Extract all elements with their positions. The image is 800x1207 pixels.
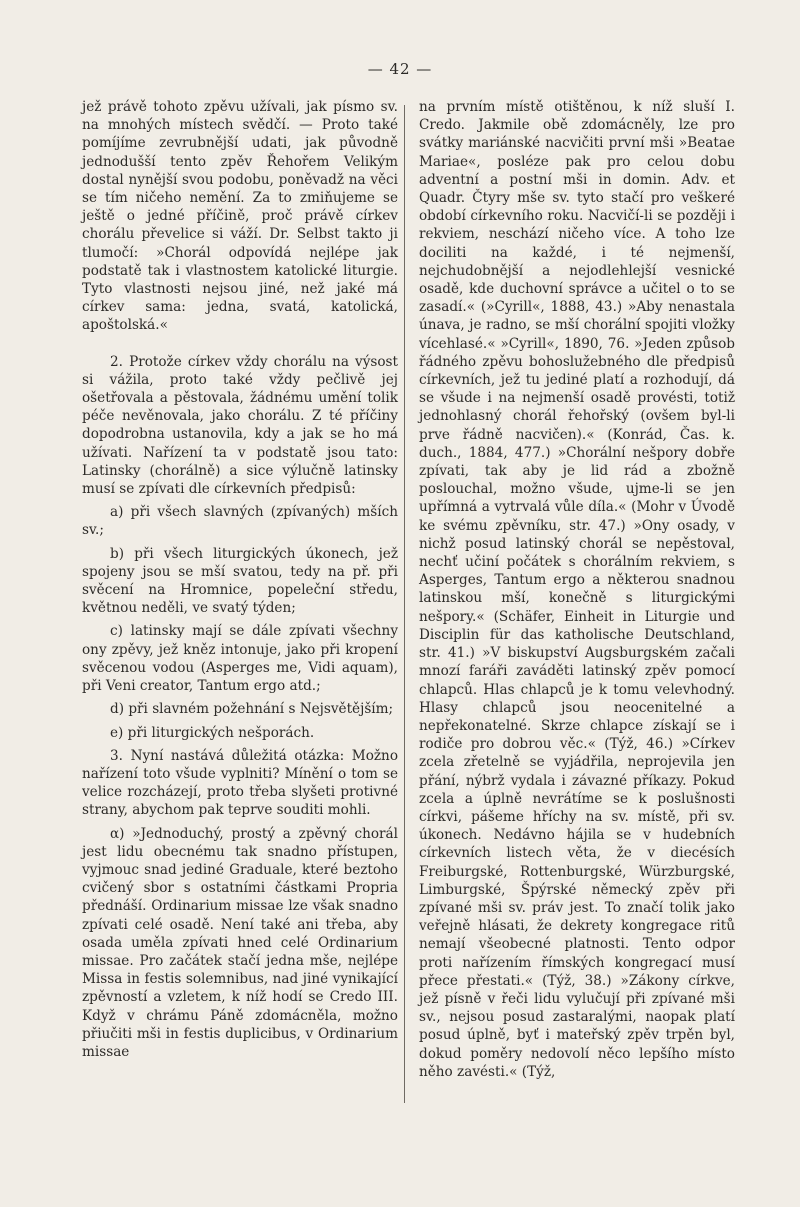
right-column — [419, 98, 735, 1081]
list-item: e) při liturgických nešporách. — [110, 724, 315, 741]
paragraph: 3. Nyní nastává důležitá otázka: Možno nařízení toto všude vyplniti? Mínění o tom se velice rozcházejí, proto třeba slyšeti protivné strany, abychom pak teprve souditi mohli. — [82, 747, 398, 819]
paragraph: na prvním místě otištěnou, k níž sluší I. Credo. Jakmile obě zdomácněly, lze pro svátky mariánské nacvičiti první mši »Beatae Mariae«, posléze pak pro celou dobu adventní a postní mši in domin. Adv. et Quadr. Čtyry mše sv. tyto stačí pro veškeré období církevního roku. Nacvičí-li se později i rekviem, neschází ničeho více. A toho lze dociliti na každé, i té nejmenší, nejchudobnější a nejodlehlejší vesnické osadě, kde duchovní správce a učitel o to se zasadí.« (»Cyrill«, 1888, 43.) »Aby nenastala únava, je radno, se mší chorální spojiti vložky vícehlasé.« »Cyrill«, 1890, 76. »Jeden způsob řádného zpěvu bohoslužebného dle předpisů církevních, jež tu jediné platí a rozhodují, dá se všude i na nejmenší osadě provésti, totiž jednohlasný chorál řehořský (ovšem byl-li prve řádně nacvičen).« (Konrád, Čas. k. duch., 1884, 477.) »Chorální nešpory dobře zpívati, tak aby je lid rád a zbožně poslouchal, možno všude, ujme-li se jen upřímná a vytrvalá vůle díla.« (Mohr v Úvodě ke svému zpěvníku, str. 47.) »Ony osady, v nichž posud latinský chorál se nepěstoval, nechť učiní počátek s chorálním rekviem, s Asperges, Tantum ergo a některou snadnou latinskou mší, konečně s liturgickými nešpory.« (Schäfer, Einheit in Liturgie und Disciplin für das katholische Deutschland, str. 41.) »V biskupství Augsburgském začali mnozí faráři zaváděti latinský zpěv pomocí chlapců. Hlas chlapců je k tomu velevhodný. Hlasy chlapců jsou neocenitelné a nepřekonatelné. Skrze chlapce získají se i rodiče pro dobrou věc.« (Týž, 46.) »Církev zcela zřetelně se vyjádřila, neprojevila jen přání, nýbrž vydala i závazné příkazy. Pokud zcela a úplně nevrátíme se k poslušnosti církvi, pášeme hříchy na sv. místě, při sv. úkonech. Nedávno hájila se v hudebních církevních listech věta, že v diecésích Freiburgské, Rottenburgské, Würzburgské, Limburgské, Špýrské německý zpěv při zpívané mši sv. práv jest. To značí tolik jako veřejně hlásati, že dekrety kongregace ritů nemají všeobecné platnosti. Tento odpor proti nařízením římských kongregací musí přece přestati.« (Týž, 38.) »Zákony církve, jež písně v řeči lidu vylučují při zpívané mši sv., nejsou posud zastaralými, naopak platí posud úplně, byť i mateřský zpěv trpěn byl, dokud poměry nedovolí něco lepšího místo něho zavésti.« (Týž, — [419, 99, 735, 1080]
left-column — [82, 98, 398, 1061]
page-number: — 42 — — [367, 60, 433, 78]
list-item: a) při všech slavných (zpívaných) mších sv.; — [82, 504, 398, 539]
paragraph: α) »Jednoduchý, prostý a zpěvný chorál jest lidu obecnému tak snadno přístupen, vyjmouc snad jediné Graduale, které beztoho cvičený sbor s ostatními částkami Propria přednáší. Ordinarium missae lze však snadno zpívati celé osadě. Není také ani třeba, aby osada uměla zpívati hned celé Ordinarium missae. Pro začátek stačí jedna mše, nejlépe Missa in festis solemnibus, nad jiné vynikající zpěvností a vzletem, k níž hodí se Credo III. Když v chrámu Páně zdomácněla, možno přiučiti mši in festis duplicibus, v Ordinarium missae — [82, 825, 398, 1060]
list-item: b) při všech liturgických úkonech, jež spojeny jsou se mší svatou, tedy na př. při svěcení na Hromnice, popeleční středu, květnou neděli, ve svatý týden; — [82, 545, 398, 617]
column-divider — [404, 105, 405, 1103]
list-item: c) latinsky mají se dále zpívati všechny ony zpěvy, jež kněz intonuje, jako při kropení svěcenou vodou (Asperges me, Vidi aquam), při Veni creator, Tantum ergo atd.; — [82, 623, 398, 695]
paragraph: 2. Protože církev vždy chorálu na výsost si vážila, proto také vždy pečlivě jej ošetřovala a pěstovala, žádnému umění tolik péče nevěnovala, jako chorálu. Z té příčiny dopodrobna ustanovila, kdy a jak se ho má užívati. Nařízení ta v podstatě jsou tato: Latinsky (chorálně) a sice výlučně latinsky musí se zpívati dle církevních předpisů: — [82, 353, 398, 498]
paragraph: jež právě tohoto zpěvu užívali, jak písmo sv. na mnohých místech svědčí. — Proto také pomíjíme zevrubnější udati, jak původně jednodušší tento zpěv Řehořem Velikým dostal nynější svou podobu, poněvadž na věci se tím ničeho nemění. Za to zmiňujeme se ještě o jedné příčině, proč právě církev chorálu převelice si váží. Dr. Selbst takto ji tlumočí: »Chorál odpovídá nejlépe jak podstatě tak i vlastnostem katolické liturgie. Tyto vlastnosti nejsou jiné, než jaké má církev sama: jedna, svatá, katolická, apoštolská.« — [82, 99, 398, 334]
list-item: d) při slavném požehnání s Nejsvětějším; — [110, 701, 394, 718]
